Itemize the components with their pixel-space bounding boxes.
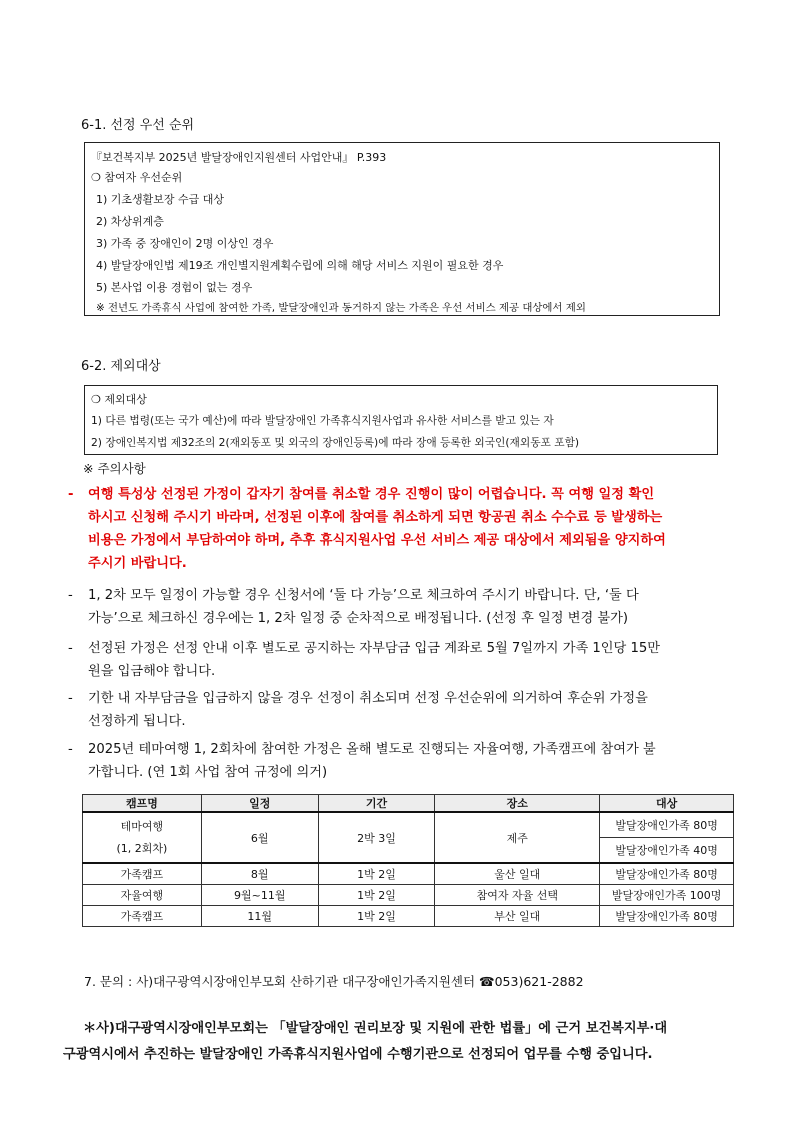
footer-line: ＊사)대구광역시장애인부모회는 「발달장애인 권리보장 및 지원에 관한 법률」에 근거 보건복지부·대 (83, 1021, 668, 1036)
table-cell: 울산 일대 (435, 863, 600, 885)
table-cell: 발달장애인가족 100명 (600, 885, 734, 906)
section-heading-exclusion: 6-2. 제외대상 (81, 359, 161, 374)
exclusion-item: 1) 다른 법령(또는 국가 예산)에 따라 발달장애인 가족휴식지원사업과 유사한 서비스를 받고 있는 자 (91, 414, 554, 427)
table-cell: 6월 (201, 812, 318, 863)
table-cell: 참여자 자율 선택 (435, 885, 600, 906)
table-header-row (83, 795, 734, 813)
table-row (83, 812, 734, 838)
table-cell: 제주 (435, 812, 600, 863)
table-cell: 1박 2일 (318, 863, 435, 885)
notice-item: - 기한 내 자부담금을 입금하지 않을 경우 선정이 취소되며 선정 우선순위에 의거하여 후순위 가정을 선정하게 됩니다. (68, 691, 648, 729)
priority-item: 1) 기초생활보장 수급 대상 (96, 193, 225, 206)
table-cell: 가족캠프 (83, 906, 202, 927)
table-cell: 가족캠프 (83, 863, 202, 885)
table-cell: 부산 일대 (435, 906, 600, 927)
table-cell: 2박 3일 (318, 812, 435, 863)
contact-info: 7. 문의 : 사)대구광역시장애인부모회 산하기관 대구장애인가족지원센터 ☎053)621-2882 (84, 974, 584, 989)
exclusion-item: 2) 장애인복지법 제32조의 2(재외동포 및 외국의 장애인등록)에 따라 장애 등록한 외국인(재외동포 포함) (91, 436, 580, 449)
table-cell: 발달장애인가족 40명 (600, 838, 734, 864)
table-cell: 11월 (201, 906, 318, 927)
priority-item: 2) 차상위계층 (96, 215, 164, 228)
table-cell: 테마여행 (1, 2회차) (83, 812, 202, 863)
table-cell: 1박 2일 (318, 906, 435, 927)
priority-subtitle: ❍ 참여자 우선순위 (91, 171, 183, 184)
priority-box (84, 142, 720, 316)
notice-item: - 선정된 가정은 선정 안내 이후 별도로 공지하는 자부담금 입금 계좌로 5월 7일까지 가족 1인당 15만 원을 입금해야 합니다. (68, 641, 660, 679)
section-heading-priority: 6-1. 선정 우선 순위 (81, 118, 195, 133)
notice-item: - 2025년 테마여행 1, 2회차에 참여한 가정은 올해 별도로 진행되는 자율여행, 가족캠프에 참여가 불 가합니다. (연 1회 사업 참여 규정에 의거) (68, 742, 656, 780)
table-cell: 1박 2일 (318, 885, 435, 906)
table-row (83, 863, 734, 885)
table-cell: 발달장애인가족 80명 (600, 906, 734, 927)
priority-item: 4) 발달장애인법 제19조 개인별지원계획수립에 의해 해당 서비스 지원이 필요한 경우 (96, 259, 504, 272)
table-header: 캠프명 (83, 795, 202, 813)
footer-line: 구광역시에서 추진하는 발달장애인 가족휴식지원사업에 수행기관으로 선정되어 업무를 수행 중입니다. (63, 1047, 653, 1062)
table-header: 장소 (435, 795, 600, 813)
priority-item: 3) 가족 중 장애인이 2명 이상인 경우 (96, 237, 274, 250)
table-row (83, 906, 734, 927)
schedule-table (82, 794, 734, 927)
table-header: 일정 (201, 795, 318, 813)
exclusion-subtitle: ❍ 제외대상 (91, 393, 147, 406)
exclusion-box (84, 385, 718, 455)
table-cell: 발달장애인가족 80명 (600, 863, 734, 885)
table-row (83, 885, 734, 906)
notice-title: ※ 주의사항 (83, 461, 146, 476)
priority-item: 5) 본사업 이용 경험이 없는 경우 (96, 281, 253, 294)
table-cell: 발달장애인가족 80명 (600, 812, 734, 838)
table-cell: 9월~11월 (201, 885, 318, 906)
table-header: 대상 (600, 795, 734, 813)
table-header: 기간 (318, 795, 435, 813)
priority-source: 『보건복지부 2025년 발달장애인지원센터 사업안내』 P.393 (91, 151, 387, 164)
notice-item: - 1, 2차 모두 일정이 가능할 경우 신청서에 ‘둘 다 가능’으로 체크하여 주시기 바랍니다. 단, ‘둘 다 가능’으로 체크하신 경우에는 1, 2차 일정 중 순차적으로 배정됩니다. (선정 후 일정 변경 불가) (68, 588, 639, 626)
table-cell: 자율여행 (83, 885, 202, 906)
notice-red-item: - 여행 특성상 선정된 가정이 갑자기 참여를 취소할 경우 진행이 많이 어렵습니다. 꼭 여행 일정 확인 하시고 신청해 주시기 바라며, 선정된 이후에 참여를 취소하게 되면 항공권 취소 수수료 등 발생하는 비용은 가정에서 부담하여야 하며, 추후 휴식지원사업 우선 서비스 제공 대상에서 제외됨을 양지하여 주시기 바랍니다. (68, 487, 666, 571)
priority-note: ※ 전년도 가족휴식 사업에 참여한 가족, 발달장애인과 동거하지 않는 가족은 우선 서비스 제공 대상에서 제외 (96, 302, 586, 314)
table-cell: 8월 (201, 863, 318, 885)
